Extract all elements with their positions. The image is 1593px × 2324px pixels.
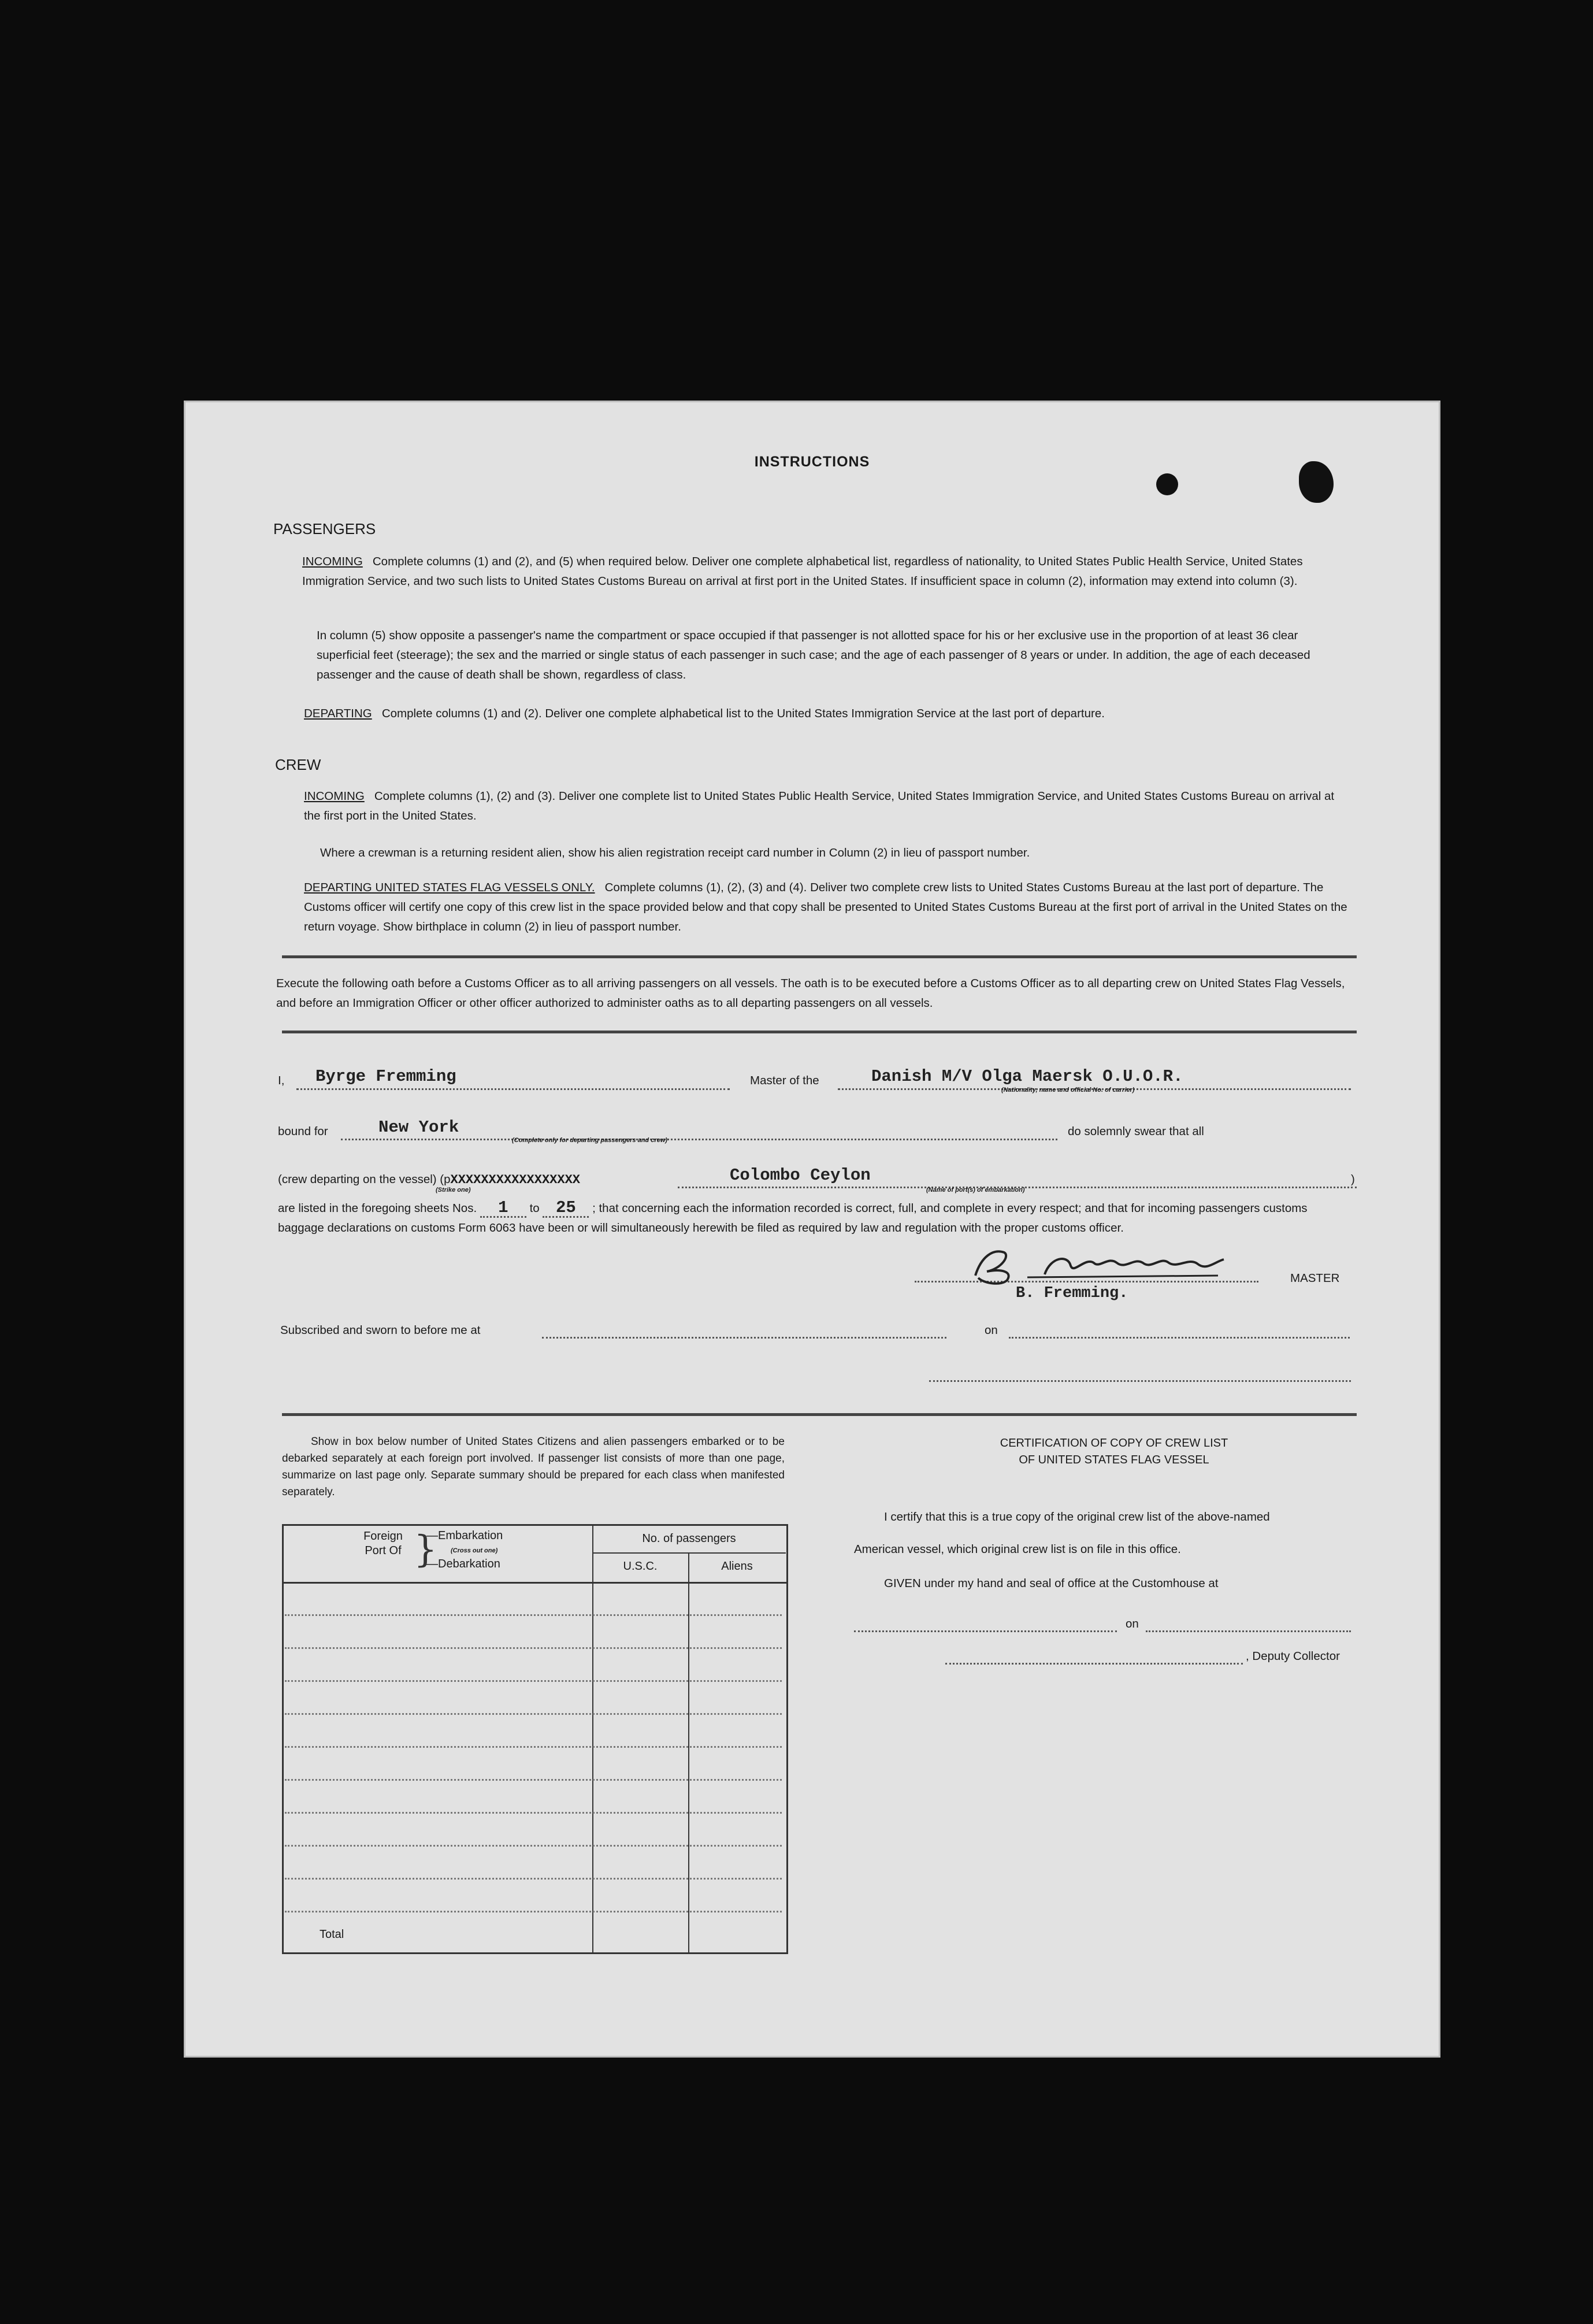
no-passengers-label: No. of passengers: [642, 1532, 736, 1545]
vessel-caption: (Nationality, name and official No. of carrier): [1001, 1087, 1135, 1094]
certification-place-line: [854, 1630, 1117, 1632]
subscribed-label: Subscribed and sworn to before me at: [280, 1324, 481, 1337]
certification-date-line: [1146, 1630, 1351, 1632]
embarkation-label: —Embarkation: [426, 1529, 503, 1542]
i-label: I,: [278, 1074, 285, 1087]
sheet-to: 25: [543, 1200, 589, 1218]
subscribed-on-label: on: [985, 1324, 998, 1337]
destination-line: [341, 1139, 1057, 1140]
strike-caption: (Strike one): [436, 1187, 471, 1193]
swear-text: do solemnly swear that all: [1068, 1125, 1204, 1138]
departing-label: DEPARTING: [304, 707, 372, 720]
usc-label: U.S.C.: [623, 1560, 658, 1573]
divider: [282, 1031, 1357, 1033]
destination: New York: [378, 1118, 459, 1137]
table-row: [285, 1614, 782, 1616]
to-label: to: [529, 1202, 540, 1215]
form-page: [184, 401, 1440, 2058]
embark-port: Colombo Ceylon: [730, 1166, 871, 1185]
summary-table: [282, 1524, 788, 1954]
table-row: [285, 1680, 782, 1682]
deputy-collector-label: , Deputy Collector: [1246, 1650, 1340, 1663]
embark-caption: (Name of port(s) of embarkation): [926, 1187, 1025, 1193]
crew-resident-text: Where a crewman is a returning resident alien, show his alien registration receipt card number in Column (2) in lieu of passport number.: [320, 846, 1030, 859]
brace-icon: }: [414, 1528, 437, 1571]
summary-header-rule: [282, 1582, 787, 1584]
crew-incoming-block: [304, 787, 1351, 826]
crew-departing-block: [304, 878, 1351, 937]
subscribed-date-line: [1009, 1337, 1350, 1339]
master-name: Byrge Fremming: [315, 1067, 456, 1086]
table-row: [285, 1746, 782, 1748]
passengers-departing-block: [304, 704, 1351, 724]
page-title: INSTRUCTIONS: [754, 454, 870, 470]
foreign-port-label: Foreign Port Of: [363, 1530, 403, 1557]
officer-signature-line: [929, 1380, 1351, 1382]
passengers-heading: PASSENGERS: [273, 520, 376, 538]
divider: [282, 1413, 1357, 1416]
crew-departing-label: DEPARTING UNITED STATES FLAG VESSELS ONLY.: [304, 881, 595, 894]
cross-out-caption: (Cross out one): [451, 1547, 498, 1554]
table-row: [285, 1911, 782, 1912]
crew-incoming-label: INCOMING: [304, 790, 365, 803]
destination-caption: (Complete only for departing passengers and crew): [512, 1137, 667, 1144]
sheet-from: 1: [480, 1200, 526, 1218]
certification-text2: American vessel, which original crew list is on file in this office.: [854, 1543, 1181, 1556]
passengers-column5-text: In column (5) show opposite a passenger's name the compartment or space occupied if that passenger is not allotted space for his or her exclusive use in the proportion of at least 36 clear superficial feet (steerage); the sex and the married or single status of each passenger in such case; and the age of each passenger of 8 years or under. In addition, the age of each deceased passenger and the cause of death shall be shown, regardless of class.: [317, 629, 1310, 681]
passengers-departing-text: Complete columns (1) and (2). Deliver one complete alphabetical list to the United States Immigration Service at the last port of departure.: [381, 707, 1105, 720]
certification-text1: I certify that this is a true copy of the original crew list of the above-named: [884, 1510, 1270, 1524]
passengers-incoming-text: Complete columns (1) and (2), and (5) when required below. Deliver one complete alphabetical list, regardless of nationality, to United States Public Health Service, United States Immigration Service, and two such lists to United States Customs Bureau on arrival at first port in the United States. If insufficient space in column (2), information may extend into column (3).: [302, 555, 1303, 588]
certification-heading-line1: CERTIFICATION OF COPY OF CREW LIST: [1000, 1437, 1228, 1450]
oath-instructions: Execute the following oath before a Customs Officer as to all arriving passengers on all vessels. The oath is to be executed before a Customs Officer as to all departing crew on United States Flag Vessels, and before an Immigration Officer or other officer authorized to administer oaths as to all departing passengers on all vessels.: [276, 977, 1345, 1010]
aliens-label: Aliens: [721, 1560, 753, 1573]
total-label: Total: [320, 1928, 344, 1941]
crew-departing-oath-label: (crew departing on the vessel) (p: [278, 1173, 451, 1186]
sheets-suffix: ; that concerning each the information recorded is correct, full, and complete in every respect; and that for incoming passengers customs baggage declarations on customs Form 6063 have been or will simultaneously herewith be filed as required by law and regulation with the proper customs officer.: [278, 1202, 1308, 1235]
bound-for-label: bound for: [278, 1125, 328, 1138]
certification-heading: [906, 1435, 1322, 1469]
punch-hole: [1156, 473, 1178, 495]
vessel: Danish M/V Olga Maersk O.U.O.R.: [871, 1067, 1183, 1086]
incoming-label: INCOMING: [302, 555, 363, 568]
divider: [282, 955, 1357, 958]
certification-heading-line2: OF UNITED STATES FLAG VESSEL: [1019, 1454, 1209, 1466]
master-name-line: [296, 1088, 730, 1090]
certification-text3: GIVEN under my hand and seal of office at the Customhouse at: [884, 1577, 1219, 1590]
master-label: MASTER: [1290, 1272, 1340, 1285]
crew-incoming-text: Complete columns (1), (2) and (3). Deliver one complete list to United States Public Health Service, United States Immigration Service, and United States Customs Bureau on arrival at the first port in the United States.: [304, 790, 1335, 822]
close-paren: ): [1351, 1173, 1355, 1186]
signature-image: [970, 1246, 1258, 1286]
table-col-divider: [688, 1553, 689, 1952]
crew-departing-text: Complete columns (1), (2), (3) and (4). Deliver two complete crew lists to United States Customs Bureau at the last port of departure. The Customs officer will certify one copy of this crew list in the space provided below and that copy shall be presented to United States Customs Bureau at the first port of arrival in the United States on the return voyage. Show birthplace in column (2) in lieu of passport number.: [304, 881, 1347, 933]
certification-on-label: on: [1126, 1617, 1139, 1630]
summary-instructions: Show in box below number of United States Citizens and alien passengers embarked or to be debarked separately at each foreign port involved. If passenger list consists of more than one page, summarize on last page only. Separate summary should be prepared for each class when manifested separately.: [282, 1436, 785, 1498]
crew-heading: CREW: [275, 756, 321, 773]
typed-name: B. Fremming.: [1016, 1285, 1128, 1302]
passengers-incoming-block: [302, 552, 1349, 591]
debarkation-label: —Debarkation: [426, 1558, 500, 1570]
table-row: [285, 1713, 782, 1715]
sheets-prefix: are listed in the foregoing sheets Nos.: [278, 1202, 477, 1215]
subscribed-place-line: [542, 1337, 946, 1339]
sheets-statement: [278, 1199, 1354, 1238]
table-row: [285, 1647, 782, 1649]
deputy-signature-line: [945, 1663, 1243, 1665]
crew-departing-oath: [278, 1170, 580, 1190]
master-of-label: Master of the: [750, 1074, 819, 1087]
table-row: [285, 1779, 782, 1781]
table-col-divider: [592, 1524, 593, 1952]
table-row: [285, 1845, 782, 1847]
table-row: [285, 1812, 782, 1814]
struck-text: XXXXXXXXXXXXXXXXX: [450, 1173, 580, 1187]
table-row: [285, 1878, 782, 1880]
